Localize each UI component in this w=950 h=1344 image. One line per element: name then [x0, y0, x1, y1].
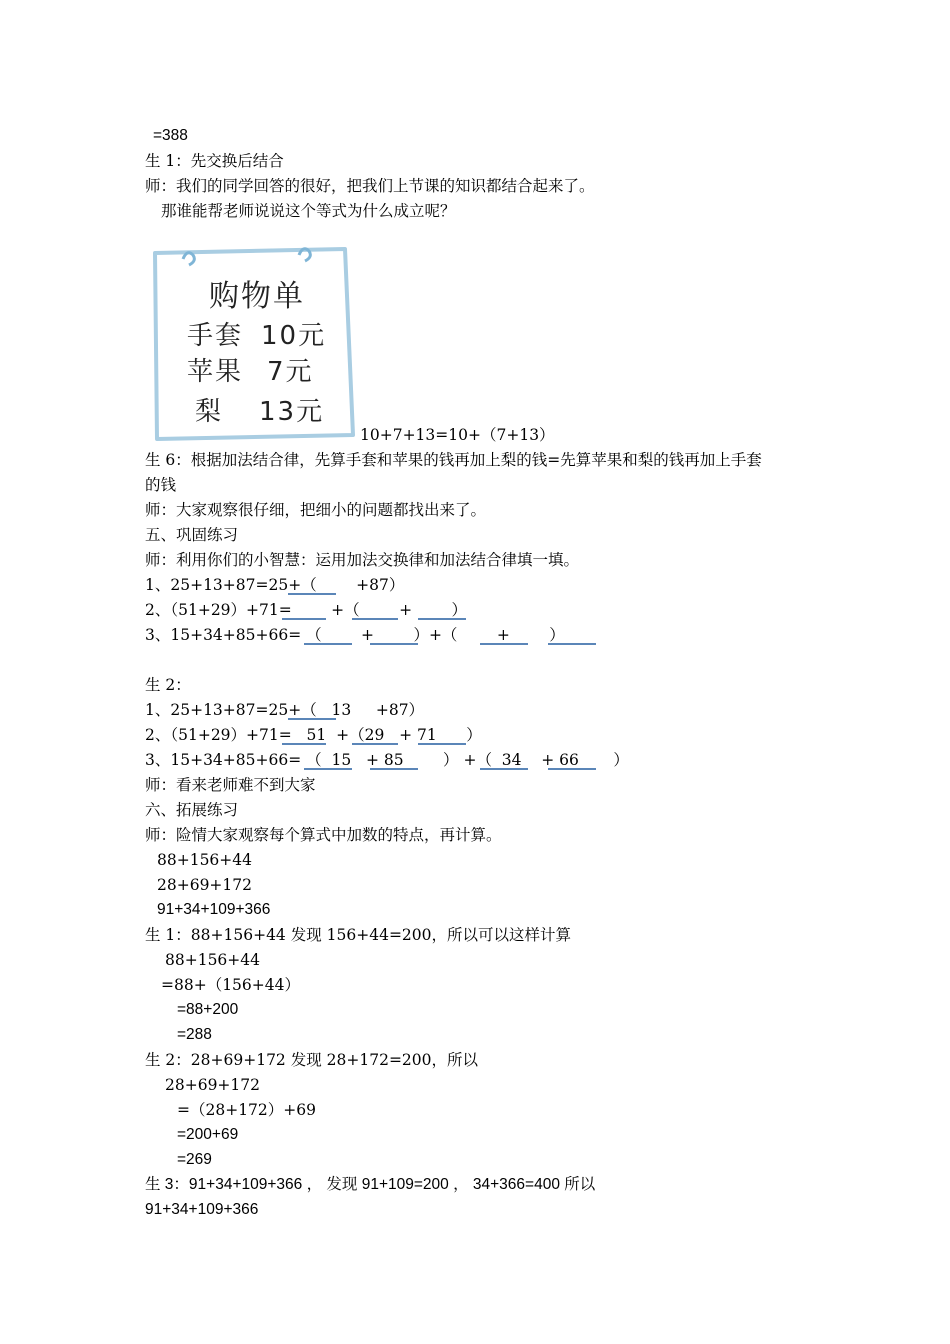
- line-result-388: =388: [153, 127, 188, 144]
- item-pear-name: 梨: [195, 397, 224, 427]
- answer-2: 2、（51+29）+71= 51 +（29 + 71 ）: [145, 726, 482, 744]
- line-equation: 10+7+13=10+（7+13）: [360, 426, 555, 444]
- line-teacher-question: 那谁能帮老师说说这个等式为什么成立呢？: [161, 202, 456, 220]
- blank-2-3: [418, 600, 466, 620]
- blank-2-2: [352, 600, 398, 620]
- exercise-1: 1、25+13+87=25+（ +87）: [145, 576, 405, 594]
- line-teacher-instruction: 师：利用你们的小智慧：运用加法交换律和加法结合律填一填。: [145, 551, 580, 569]
- s1-step-4: =288: [177, 1026, 212, 1043]
- item-apple-price: 7元: [267, 357, 314, 387]
- answer-blank-3-3: [480, 750, 528, 770]
- s2-step-4: =269: [177, 1151, 212, 1168]
- s3-step-1: 91+34+109+366: [145, 1201, 259, 1218]
- expression-1: 88+156+44: [157, 851, 253, 869]
- line-teacher-comment: 师：看来老师难不到大家: [145, 776, 316, 794]
- line-student1-method: 生 1：88+156+44 发现 156+44=200，所以可以这样计算: [145, 926, 572, 944]
- shopping-list-title: 购物单: [209, 279, 305, 314]
- line-teacher-observe: 师：大家观察很仔细，把细小的问题都找出来了。: [145, 501, 487, 519]
- answer-blank-3-4: [548, 750, 596, 770]
- blank-2-1: [282, 600, 326, 620]
- answer-blank-2-1: [282, 725, 326, 745]
- answer-1: 1、25+13+87=25+（ 13 +87）: [145, 701, 425, 719]
- answer-blank-2-3: [418, 725, 466, 745]
- item-gloves-price: 10元: [261, 321, 327, 351]
- blank-1-1: [288, 575, 336, 595]
- blank-3-4: [548, 625, 596, 645]
- line-teacher-extension: 师：险情大家观察每个算式中加数的特点，再计算。: [145, 826, 502, 844]
- s1-step-2: =88+（156+44）: [161, 976, 300, 994]
- item-pear-price: 13元: [259, 397, 325, 427]
- s1-step-3: =88+200: [177, 1001, 239, 1018]
- answer-blank-2-2: [352, 725, 398, 745]
- expression-3: 91+34+109+366: [157, 901, 271, 918]
- s1-step-1: 88+156+44: [165, 951, 261, 969]
- line-student1-answer: 生 1：先交换后结合: [145, 152, 284, 170]
- section-six-heading: 六、拓展练习: [145, 801, 239, 819]
- answer-3: 3、15+34+85+66= （ 15 + 85 ） +（ 34 + 66 ）: [145, 751, 629, 769]
- blank-3-3: [480, 625, 528, 645]
- item-apple-name: 苹果: [187, 357, 244, 387]
- answer-blank-3-2: [370, 750, 418, 770]
- shopping-list-card: [147, 245, 359, 443]
- answer-blank-1-1: [288, 700, 336, 720]
- blank-3-1: [304, 625, 352, 645]
- s2-step-3: =200+69: [177, 1126, 239, 1143]
- s2-step-2: =（28+172）+69: [177, 1101, 316, 1119]
- line-student2-method: 生 2：28+69+172 发现 28+172=200，所以: [145, 1051, 479, 1069]
- line-student3-method: 生 3：91+34+109+366 ， 发现 91+109=200 ， 34+366=400 所以: [145, 1176, 596, 1193]
- blank-3-2: [370, 625, 418, 645]
- line-student6-answer-cont: 的钱: [145, 476, 177, 494]
- line-student6-answer: 生 6：根据加法结合律，先算手套和苹果的钱再加上梨的钱=先算苹果和梨的钱再加上手套: [145, 451, 762, 469]
- expression-2: 28+69+172: [157, 876, 253, 894]
- section-five-heading: 五、巩固练习: [145, 526, 239, 544]
- exercise-3: 3、15+34+85+66= （ + ）+（ + ）: [145, 626, 565, 644]
- s2-step-1: 28+69+172: [165, 1076, 261, 1094]
- item-gloves-name: 手套: [187, 321, 244, 351]
- exercise-2: 2、（51+29）+71= +（ + ）: [145, 601, 467, 619]
- answer-blank-3-1: [304, 750, 352, 770]
- line-teacher-praise: 师：我们的同学回答的很好，把我们上节课的知识都结合起来了。: [145, 177, 595, 195]
- line-student2-label: 生 2：: [145, 676, 191, 694]
